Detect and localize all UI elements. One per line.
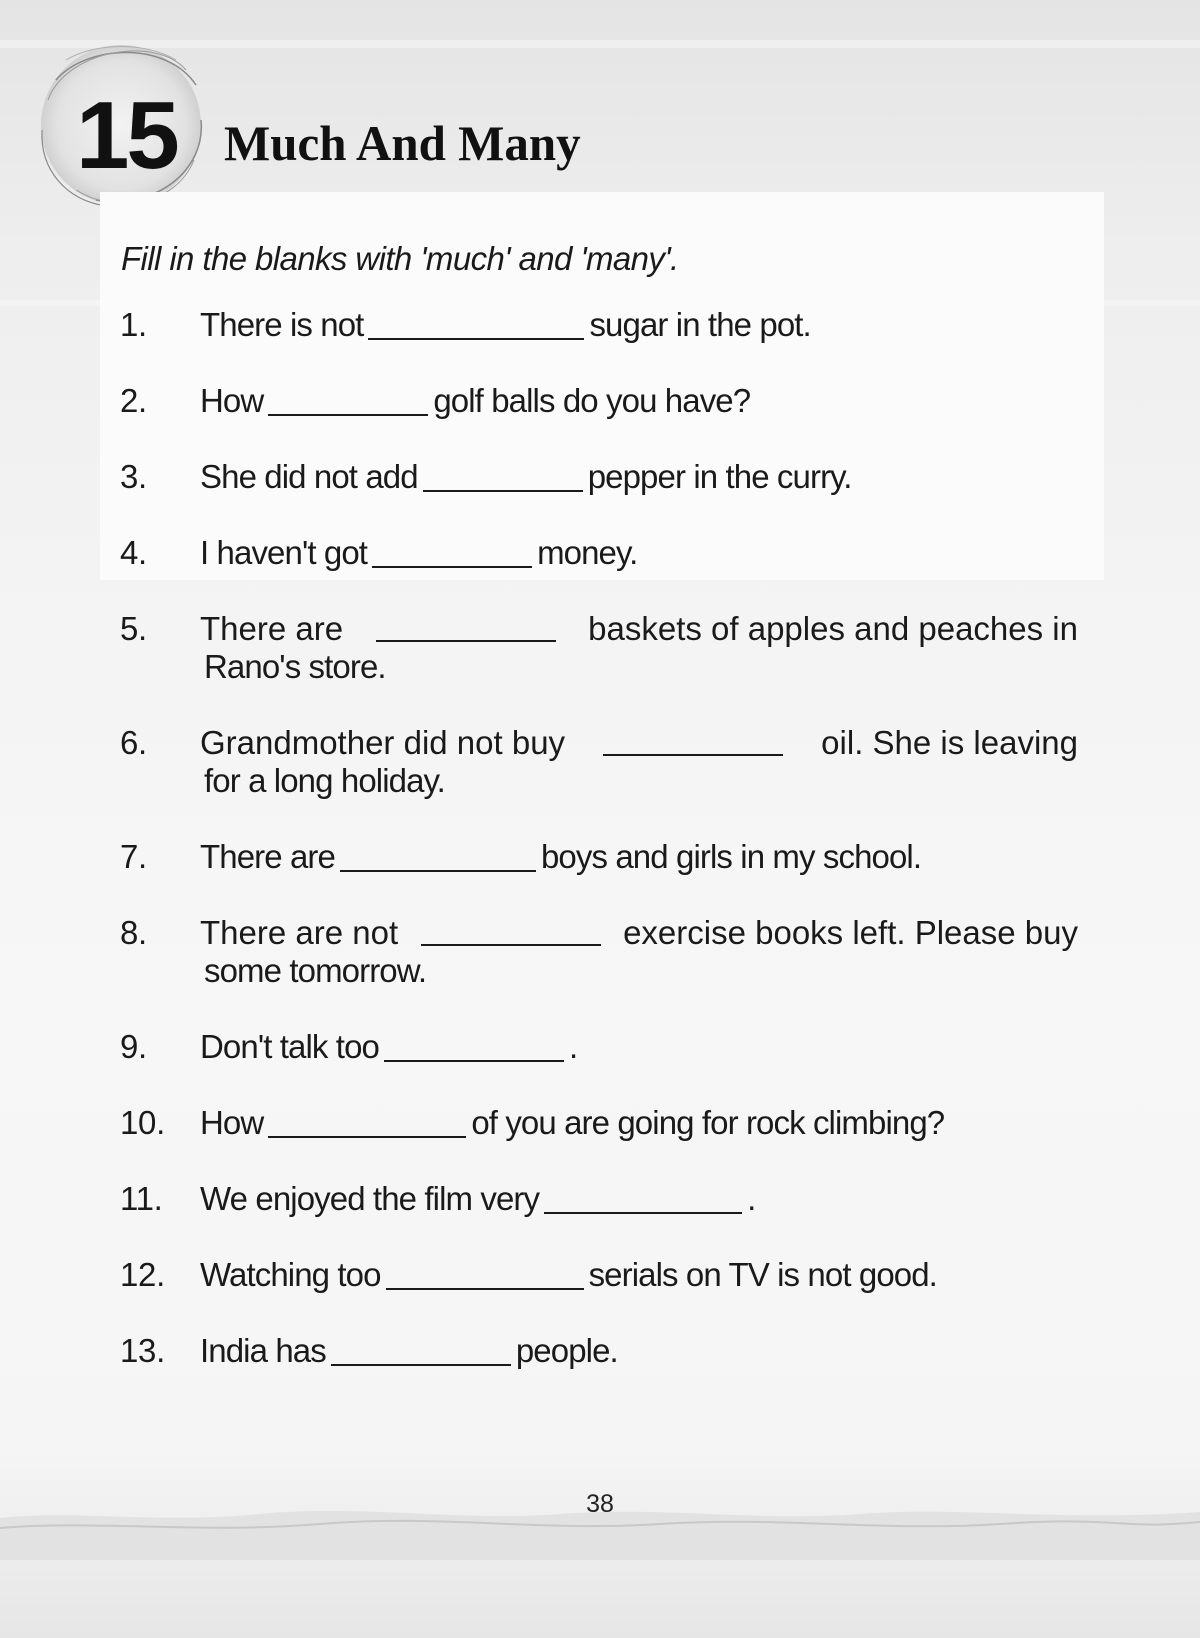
question-text-segment: . <box>568 1028 578 1065</box>
answer-blank[interactable] <box>331 1334 511 1366</box>
question-text-segment: There are not <box>200 914 399 951</box>
question-text-segment: exercise books left. Please buy <box>623 914 1078 951</box>
question-number: 5. <box>120 610 147 647</box>
question-text-segment: She did not add <box>200 458 418 495</box>
question-text-segment: of you are going for rock climbing? <box>471 1104 945 1141</box>
question-text-segment: boys and girls in my school. <box>540 838 922 875</box>
answer-blank[interactable] <box>544 1182 742 1214</box>
question-text <box>200 1332 1078 1370</box>
chapter-number: 15 <box>76 82 177 189</box>
question-number: 12. <box>120 1256 165 1293</box>
question-number: 11. <box>120 1180 163 1217</box>
answer-blank[interactable] <box>368 308 584 340</box>
question-text <box>200 724 1078 762</box>
question-text-segment: India has <box>200 1332 326 1369</box>
question-text-segment: Don't talk too <box>200 1028 379 1065</box>
question-text-segment: golf balls do you have? <box>433 382 751 419</box>
answer-blank[interactable] <box>268 1106 466 1138</box>
question-text-segment: sugar in the pot. <box>589 306 811 343</box>
question-number: 13. <box>120 1332 165 1369</box>
question-text <box>200 1104 1078 1142</box>
answer-blank[interactable] <box>268 384 428 416</box>
question-number: 10. <box>120 1104 165 1141</box>
question-text-segment: people. <box>515 1332 618 1369</box>
question-text-segment: There is not <box>200 306 364 343</box>
question-text-segment: There are <box>200 610 344 647</box>
question-text-segment: Grandmother did not buy <box>200 724 566 761</box>
question-text <box>200 458 1078 496</box>
question-text <box>200 1180 1078 1218</box>
question-text-segment: We enjoyed the film very <box>200 1180 540 1217</box>
answer-blank[interactable] <box>340 840 536 872</box>
question-text-segment: oil. She is leaving <box>821 724 1078 761</box>
page-number: 38 <box>586 1490 614 1518</box>
question-number: 8. <box>120 914 147 951</box>
chapter-title: Much And Many <box>224 115 581 171</box>
answer-blank[interactable] <box>603 724 783 756</box>
question-text <box>200 610 1078 648</box>
question-text-segment: money. <box>537 534 638 571</box>
answer-blank[interactable] <box>386 1258 584 1290</box>
question-text <box>200 1256 1078 1294</box>
question-text-segment: pepper in the curry. <box>587 458 852 495</box>
question-text-segment: . <box>747 1180 756 1217</box>
question-text-segment: Watching too <box>200 1256 381 1293</box>
question-text-continuation: for a long holiday. <box>204 762 445 799</box>
answer-blank[interactable] <box>423 460 583 492</box>
question-text <box>200 382 1078 420</box>
question-text-segment: How <box>200 1104 264 1141</box>
question-number: 7. <box>120 838 147 875</box>
answer-blank[interactable] <box>421 914 601 946</box>
question-number: 6. <box>120 724 147 761</box>
question-text <box>200 1028 1078 1066</box>
question-text-segment: baskets of apples and peaches in <box>588 610 1078 647</box>
question-text <box>200 534 1078 572</box>
question-number: 9. <box>120 1028 147 1065</box>
question-text-segment: serials on TV is not good. <box>588 1256 937 1293</box>
question-text-segment: I haven't got <box>200 534 368 571</box>
instruction-text: Fill in the blanks with 'much' and 'many'. <box>121 240 679 277</box>
question-text <box>200 838 1078 876</box>
question-text <box>200 306 1078 344</box>
question-text-segment: There are <box>200 838 335 875</box>
question-number: 4. <box>120 534 147 571</box>
question-text <box>200 914 1078 952</box>
question-number: 1. <box>120 306 147 343</box>
question-text-continuation: Rano's store. <box>204 648 386 685</box>
question-text-continuation: some tomorrow. <box>204 952 427 989</box>
answer-blank[interactable] <box>384 1030 564 1062</box>
answer-blank[interactable] <box>372 536 532 568</box>
answer-blank[interactable] <box>376 610 556 642</box>
question-text-segment: How <box>200 382 264 419</box>
question-number: 3. <box>120 458 147 495</box>
question-number: 2. <box>120 382 147 419</box>
